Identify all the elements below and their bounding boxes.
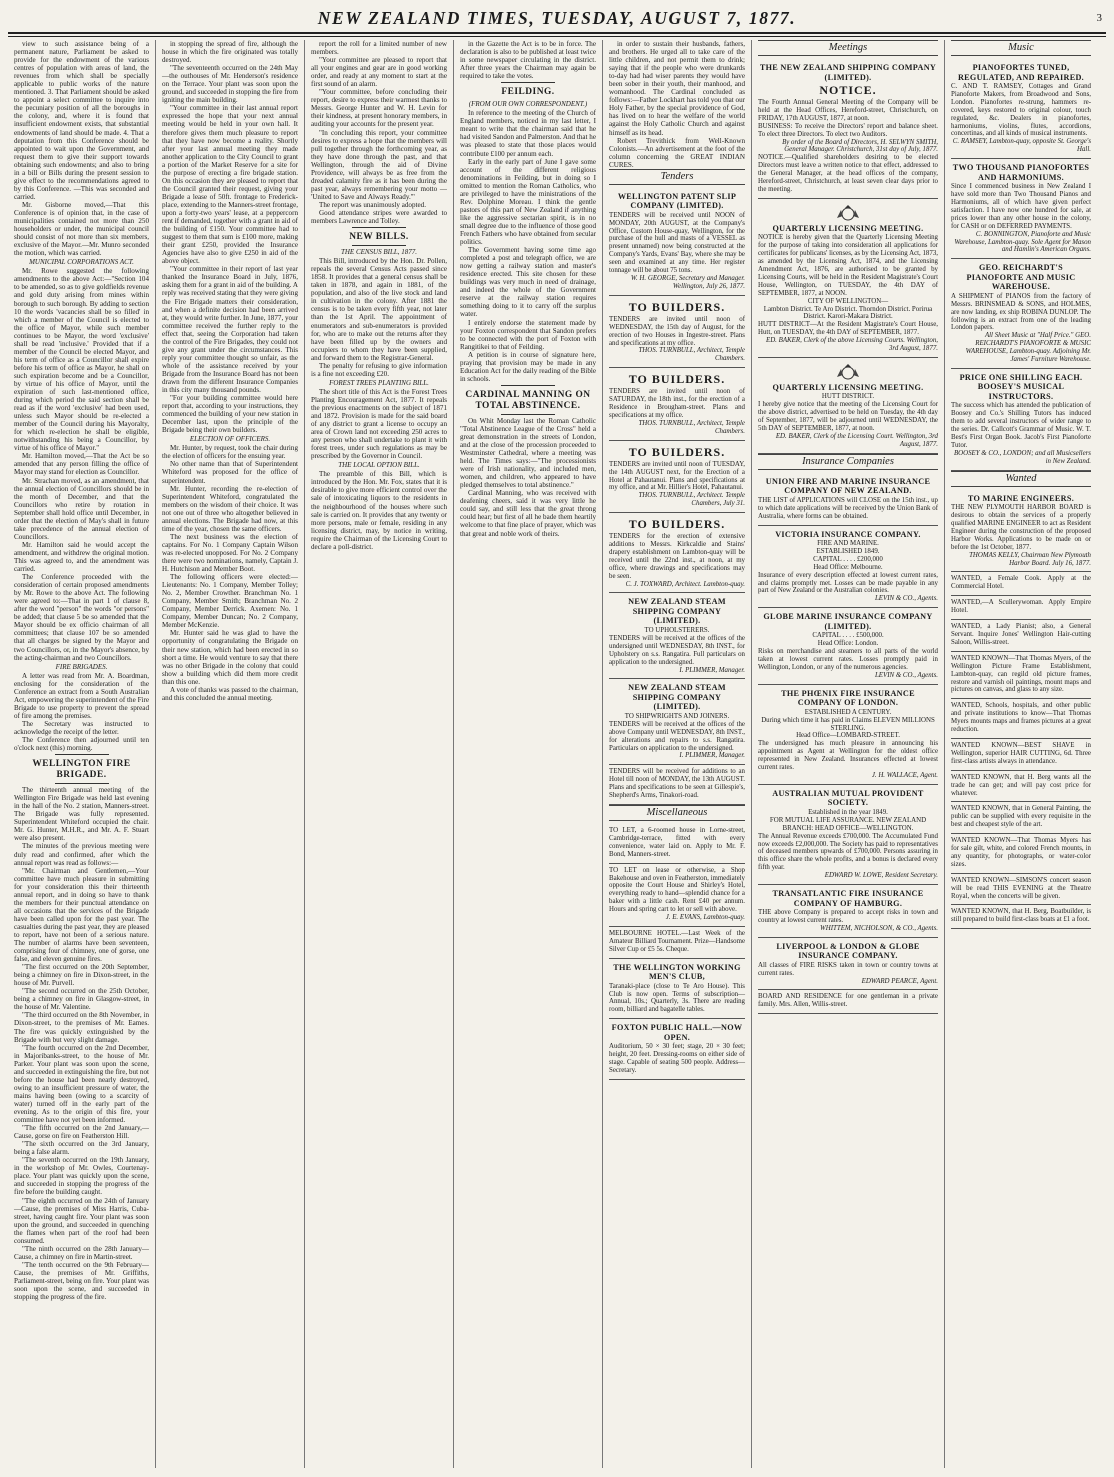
section-heading-tenders: Tenders xyxy=(609,169,745,185)
ad-body: The success which has attended the publication of Boosey and Co.'s Shilling Tutors has induced them to add several instructors of wider range to the series. Dr. Callcott's Grammar of Music. W. T. Best's First Organ Book. Jacob's First Pianoforte Tutor. xyxy=(951,402,1091,449)
ad-body: All classes of FIRE RISKS taken in town or country towns at current rates. xyxy=(758,961,938,977)
ad-body: TENDERS will be received until NOON of MONDAY, 20th AUGUST, at the Company's Office, Custom House-quay, Wellington, for the purchase of the hull and masts of a VESSEL as present unnamed) now being constructed at the Company's Yards, Evans' Bay, where she may be seen and examined at any time. Her register tonnage will be about 75 tons. xyxy=(609,211,745,275)
section-heading-music: Music xyxy=(951,40,1091,56)
advertisement xyxy=(758,199,938,358)
ad-signature: All Sheet Music at "Half Price." GEO. REICHARDT'S PIANOFORTE & MUSIC WAREHOUSE, Lambton-quay. Adjoining Mr. James' Furniture Warehouse. xyxy=(965,332,1091,364)
advertisement xyxy=(951,59,1091,159)
article-paragraph: The Secretary was instructed to acknowledge the receipt of the letter. xyxy=(14,719,149,736)
royal-crest-icon xyxy=(835,363,861,381)
ad-title: UNION FIRE AND MARINE INSURANCE COMPANY OF NEW ZEALAND. xyxy=(765,476,931,496)
ad-signature: EDWARD PEARCE, Agent. xyxy=(861,977,938,985)
article-paragraph: The penalty for refusing to give information is a fine not exceeding £20. xyxy=(311,361,447,378)
ad-signature: LEVIN & CO., Agents. xyxy=(874,671,938,679)
advertisement xyxy=(609,513,745,593)
article-paragraph: "The seventeenth occurred on the 24th May—the outhouses of Mr. Henderson's residence on the Terrace. Your plant was soon upon the ground, and succeeded in stopping the fire from igniting the main building. xyxy=(162,64,298,105)
royal-crest-icon xyxy=(835,204,861,222)
masthead-title: NEW ZEALAND TIMES, TUESDAY, AUGUST 7, 1877. xyxy=(317,8,797,28)
ad-signature: LEVIN & CO., Agents. xyxy=(874,595,938,603)
capital-value: £200,000 xyxy=(856,555,883,563)
article-paragraph: Good attendance stripes were awarded to members Lawrence and Tolley. xyxy=(311,208,447,226)
article-paragraph: "Your committee, before concluding their report, desire to express their warmest thanks to Messrs. George Hunter and W. H. Levin for their kindness, at present honorary members, in auditing your accounts for the present year. xyxy=(311,88,447,129)
advertisement xyxy=(609,959,745,1020)
article-paragraph: "Your committee in their last annual report expressed the hope that your next annual meeting would be held in your own hall. It therefore gives them much pleasure to report that they have now become a reality. Shortly after your last annual meeting they made another application to the City Council to grant a portion of the Market Reserve for a site for the purpose of erecting a fire brigade station. On this occasion they are pleased to report that the Council granted their request, giving your Brigade a lease of 50ft. frontage to Frederick-place, extending to the Manners-street frontage, upon a forty-two years' lease, at a peppercorn rent if demanded, together with a grant in aid of the building of £150. Your committee had to suggest to them that sum is £100 more, making their grant £250, provided the Insurance Agencies have also to give £250 in aid of the above object. xyxy=(162,104,298,266)
article-paragraph: view to such assistance being of a permanent nature, Parliament be asked to provide for the endowment of the various centres of population with areas of land, the revenues from which shall be specially applicable to public works of the nature mentioned. 3. That Parliament should be asked to appoint a select committee to inquire into the pecuniary position of all the boroughs in the colony, and, where it is found that insufficient endowment exists, that substantial endowments of land should be made. 4. That a deputation from this Conference should be appointed to wait upon the Government, and request them to give their support towards obtaining such endowments; and also to bring in a bill or Bills during the present session to give effect to the recommendations agreed to by this Conference. —This was seconded and carried. xyxy=(14,40,149,201)
ad-established: ESTABLISHED 1849. xyxy=(816,547,880,555)
ad-title: TRANSATLANTIC FIRE INSURANCE COMPANY OF HAMBURG. xyxy=(772,889,924,908)
ad-signature: THOS. TURNBULL, Architect, Temple Chambers. xyxy=(638,347,745,363)
advertisement xyxy=(951,739,1091,771)
article-paragraph: "The second occurred on the 25th October, being a chimney on fire in Glasgow-street, in the house of Mr. Valentine. xyxy=(14,987,149,1012)
ad-signature: THOS. TURNBULL, Architect. Temple Chambers, July 31. xyxy=(638,492,745,508)
ad-body: The undersigned has much pleasure in announcing his appointment as Agent at Wellington for the oldest office represented in New Zealand. Insurances effected at lowest current rates. xyxy=(758,740,938,772)
article-headline: FEILDING. xyxy=(501,87,555,98)
ad-title: TO MARINE ENGINEERS. xyxy=(967,493,1075,503)
ad-body: TENDERS for the erection of extensive additions to Messrs. Kirkcaldie and Stains' drapery establishment on Lambton-quay will be received until the 22nd inst., at noon, at my office, where drawings and specifications may be seen. xyxy=(609,533,745,580)
advertisement xyxy=(951,802,1091,834)
ad-claims: During which time it has paid in Claims ELEVEN MILLIONS STERLING. xyxy=(761,716,935,732)
advertisement xyxy=(758,608,938,684)
ad-title: TO BUILDERS. xyxy=(628,299,726,314)
advertisement xyxy=(951,834,1091,874)
ad-body: NOTICE is hereby given that the Quarterly Licensing Meeting for the purpose of taking into consideration all applications for certificates for publicans' licenses, as by the Licensing Act, 1873, as amended by the Licensing Act, 1874, and the Licensing Amendment Act, 1876, are authorised to be granted by Licensing Courts, will be held in the Resident Magistrate's Court House, Wellington, on TUESDAY, the 4th DAY of SEPTEMBER, 1877, at NOON. xyxy=(758,234,938,297)
article-paragraph: "The first occurred on the 20th September, being a chimney on fire in Dixon-street, in the house of Mr. Purvell. xyxy=(14,963,149,988)
capital-value: £500,000. xyxy=(856,632,884,640)
ad-body: Risks on merchandise and steamers to all parts of the world taken at lowest current rates. Losses promptly paid in Wellington, London, or any of the numerous agencies. xyxy=(758,648,938,671)
ad-body: A SHIPMENT of PIANOS from the factory of Messrs. BRINSMEAD & SONS, and HOLMES, are now landing, ex ship ROBINA DUNLOP. The following is an extract from one of the leading London papers. xyxy=(951,292,1091,332)
ad-subtitle: ESTABLISHED A CENTURY. xyxy=(804,708,892,716)
ad-body: TENDERS will be received for additions to an Hotel till noon of MONDAY, the 13th AUGUST. Plans and specifications to be seen at Gillespie's, Shepherd's Arms, Tinakori-road. xyxy=(609,768,745,800)
article-paragraph: in the Gazette the Act is to be in force. The declaration is also to be published at least twice in some newspaper circulating in the district. After three years the Chairman may again be required to take the votes. xyxy=(460,40,596,81)
article-paragraph: Mr. Hunter, recording the re-election of Superintendent Whiteford, congratulated the members on the wisdom of their choice. It was not one out of three who altogether believed in annual elections. The Brigade had now, at this time of the year, chosen the same officers. xyxy=(162,484,298,533)
article-paragraph: "Mr. Chairman and Gentlemen,—Your committee have much pleasure in submitting for your consideration this their thirteenth annual report, and in doing so have to thank the members for their punctual attendance on all occasions that the services of the Brigade have been called upon for the past year. The casualties during the past year, they are pleased to report, have not been of a serious nature. The number of alarms have been seventeen, comprising four of chimney, one of gorse, one false, and eleven genuine fires. xyxy=(14,866,149,964)
ad-title: TWO THOUSAND PIANOFORTES AND HARMONIUMS. xyxy=(952,163,1090,182)
advertisement xyxy=(609,824,745,864)
ad-signature: ED. BAKER, Clerk of the Licensing Court. Wellington, 3rd August, 1877. xyxy=(775,433,938,448)
ad-body: WANTED,—A Scullerywoman. Apply Empire Hotel. xyxy=(951,599,1091,615)
article-paragraph: The Conference proceeded with the consideration of certain proposed amendments by Mr. Rowe to the above Act. The following were agreed to:—That in part 1 of clause 8, after the word "person" the words "or persons" be added; that clause 5 be so amended that the Mayor should be ex officio chairman of all committees; that clause 107 be so amended that all charges be signed by the Mayor and two Councillors, or, in the Mayor's absence, by the acting-chairman and two Councillors. xyxy=(14,573,149,662)
ad-body: TENDERS are invited until noon of TUESDAY, the 14th AUGUST next, for the Erection of a Hotel at Pahautanui. Plans and specifications at my office, and at Mr. Hillier's Hotel, Pahautanui. xyxy=(609,460,745,492)
advertisement xyxy=(609,1019,745,1080)
ad-subtitle: FIRE AND MARINE. xyxy=(817,540,879,548)
advertisement xyxy=(951,652,1091,700)
section-heading-insurance: Insurance Companies xyxy=(758,454,938,470)
ad-title: QUARTERLY LICENSING MEETING. xyxy=(772,382,924,392)
advertisement xyxy=(951,771,1091,803)
article-paragraph: The report was unanimously adopted. xyxy=(319,200,426,209)
article-paragraph: No other name than that of Superintendent Whiteford was proposed for the office of superintendent. xyxy=(162,460,298,485)
ad-body: TENDERS are invited until noon of SATURDAY, the 18th inst., for the erection of a Residence in Brougham-street. Plans and specifications at my office. xyxy=(609,388,745,419)
column-3 xyxy=(305,40,454,1468)
article-headline: NEW BILLS. xyxy=(349,232,409,243)
ad-title: PRICE ONE SHILLING EACH. BOOSEY'S MUSICAL INSTRUCTORS. xyxy=(959,372,1083,401)
article-paragraph: "Your committee in their report of last year thanked the Insurance Board in July, 1876, asking them for a grant in aid of the building. A reply was received stating that they were giving the Fire Brigade matters their consideration, and when a definite decision had been arrived at, they would write further. In June, 1877, your committee received the further reply to the effect that, seeing the Corporation had taken the control of the Fire Brigades, they could not give any grant under the circumstances. This reply your committee thought so unfair, as the whole of the assistance received by your Brigade from the Insurance Board has not been drawn from the different Insurance Companies in this city many thousand pounds. xyxy=(162,265,298,395)
ad-title: NEW ZEALAND STEAM SHIPPING COMPANY (LIMITED). xyxy=(628,683,726,712)
ad-body: The Fourth Annual General Meeting of the Company will be held at the Head Offices, Hereford-street, Christchurch, on FRIDAY, 17th AUGUST, 1877, at noon. xyxy=(758,99,938,122)
ad-body: WANTED KNOWN—SIMSON'S concert season will be read THIS EVENING at the Theatre Royal, when the concerts will be given. xyxy=(951,876,1091,900)
article-paragraph: The following officers were elected:—Lieutenants: No. 1 Company, Member Tolley; No. 2, Member Crowther. Branchman No. 1 Company, Member Smith; Branchman No. 2 Company, Member Derrick. Axemen: No. 1 Company, Member Duncan; No. 2 Company, Member McKenzie. xyxy=(162,573,298,630)
advertisement xyxy=(951,159,1091,259)
ad-body: Lambton District. Te Aro District. Thorndon District. Porirua District. Karori-Makara District. xyxy=(763,305,933,321)
ad-office: Head Office—LOMBARD-STREET. xyxy=(796,732,900,740)
divider xyxy=(55,754,109,755)
masthead-rule xyxy=(8,32,1106,37)
ad-body: TENDERS will be received at the offices of the undersigned until WEDNESDAY, 8th INST., for Upholstery on s.s. Rangatira. Full particulars on application to the undersigned. xyxy=(609,634,745,666)
ad-title: AUSTRALIAN MUTUAL PROVIDENT SOCIETY. xyxy=(772,788,924,808)
article-paragraph: Mr. Hunter, by request, took the chair during the election of officers for the ensuing year. xyxy=(162,444,298,461)
divider xyxy=(501,82,555,83)
advertisement xyxy=(951,620,1091,652)
ad-body: BUSINESS: To receive the Directors' report and balance sheet. To elect three Directors. To elect two Auditors. xyxy=(758,122,938,138)
article-paragraph: The next business was the election of captains. For No. 1 Company Captain Wilson was re-elected unopposed. For No. 2 Company there were two nominations, namely, Captain J. H. Hutchison and Member Boot. xyxy=(162,532,298,574)
subheading: FOREST TREES PLANTING BILL. xyxy=(329,378,429,387)
subheading: (FROM OUR OWN CORRESPONDENT.) xyxy=(468,100,588,109)
ad-signature: THOS. TURNBULL, Architect, Temple Chambers. xyxy=(638,419,745,435)
ad-title: GLOBE MARINE INSURANCE COMPANY (LIMITED). xyxy=(763,612,933,631)
subheading: THE LOCAL OPTION BILL. xyxy=(338,461,420,470)
ad-title: THE PHŒNIX FIRE INSURANCE COMPANY OF LONDON. xyxy=(781,688,915,708)
article-paragraph: Cardinal Manning, who was received with deafening cheers, said it was very little he could say, and still less that the great throng could hear; but first of all he bade them heartily welcome to that fine place of prayer, which was that great and noble work of theirs. xyxy=(460,489,596,538)
ad-subtitle: NOTICE. xyxy=(819,83,877,97)
ad-body: BOARD AND RESIDENCE for one gentleman in a private family. Mrs. Allen, Willis-street. xyxy=(758,993,938,1009)
advertisement xyxy=(951,699,1091,739)
advertisement xyxy=(951,905,1091,929)
section-heading-wanted: Wanted xyxy=(951,471,1091,487)
ad-body: TO LET, a 6-roomed house in Lorne-street, Cambridge-terrace, fitted with every convenience, water laid on. Apply to Mr. F. Bond, Manners-street. xyxy=(609,826,745,858)
article-paragraph: "The tenth occurred on the 9th February—Cause, the premises of Mr. Griffiths, Parliament-street, being on fire. Your plant was soon upon the scene, and succeeded in stopping the progress of the fire. xyxy=(14,1260,149,1302)
article-headline: WELLINGTON FIRE BRIGADE. xyxy=(32,759,131,781)
article-paragraph: The Government having some time ago completed a post and telegraph office, we are now getting a railway station and master's residence erected. This site chosen for these buildings was very much in need of drainage, and indeed the whole of the Government reserve at the railway station requires something doing to it to carry off the surplus water. xyxy=(460,246,596,319)
ad-signature: J. H. WALLACE, Agent. xyxy=(871,771,938,779)
ad-body: THE LIST of APPLICATIONS will CLOSE on the 15th inst., up to which date applications will be received by the Union Bank of Australia, where forms can be obtained. xyxy=(758,496,938,520)
ad-body: WANTED KNOWN, that H. Berg wants all the trade he can get; and will pay cost price for whatever. xyxy=(951,773,1091,797)
column-5 xyxy=(603,40,752,1468)
ad-body: WANTED, a Lady Pianist; also, a General Servant. Inquire Jones' Wellington Hair-cutting Saloon, Willis-street. xyxy=(951,623,1091,646)
ad-title: WELLINGTON PATENT SLIP COMPANY (LIMITED). xyxy=(617,191,737,211)
ad-title: LIVERPOOL & LONDON & GLOBE INSURANCE COMPANY. xyxy=(776,941,920,961)
ad-body: Insurance of every description effected at lowest current rates, and claims promptly met. Losses can be made payable in any part of New Zealand or the Australian colonies. xyxy=(758,571,938,595)
ad-signature: C. RAMSEY, Lambton-quay, opposite St. George's Hall. xyxy=(952,138,1091,154)
article-paragraph: "Your committee are pleased to report that all your engines and gear are in good working order, and ready at any moment to start at the first sound of an alarm. xyxy=(311,56,447,89)
ad-body: The Annual Revenue exceeds £700,000. The Accumulated Fund now exceeds £2,000,000. The Society has paid to representatives of deceased members upwards of £700,000. Persons assuring in this office share the whole profits, and a bonus is declared every fifth year. xyxy=(758,832,938,872)
advertisement xyxy=(609,679,745,765)
advertisement xyxy=(609,441,745,513)
article-paragraph: in order to sustain their husbands, fathers, and brothers. He urged all to take care of the little children, and not permit them to drink; saying that if the people who were drunkards to-day had had wiser parents they would have been sober in their youth, their manhood, and womanhood. The Cardinal concluded as follows:—Father Lockhart has told you that our Holy Father, by the special providence of God, has lived on to hear the welfare of the world against the Holy Catholic Church and against himself as its head. xyxy=(609,40,745,137)
section-heading-miscellaneous: Miscellaneous xyxy=(609,805,745,821)
ad-title: FOXTON PUBLIC HALL.—NOW OPEN. xyxy=(611,1023,743,1042)
advertisement xyxy=(758,990,938,1014)
ad-body: Taranaki-place (close to Te Aro House). This Club is now open. Terms of subscription—Annual, 10s.; Quarterly, 3s. There are reading room, billiard and bagatelle tables. xyxy=(609,982,745,1014)
advertisement xyxy=(951,369,1091,471)
ad-body: I hereby give notice that the meeting of the Licensing Court for the above district, advertised to be held on Tuesday, the 4th day of September, 1877, will be adjourned until WEDNESDAY, the 5th DAY of SEPTEMBER, 1877, at noon. xyxy=(758,401,938,433)
ad-title: GEO. REICHARDT'S PIANOFORTE AND MUSIC WAREHOUSE. xyxy=(966,263,1076,292)
ad-office: Head Office: Melbourne. xyxy=(813,563,883,571)
ad-body: MELBOURNE HOTEL.—Last Week of the Amateur Billiard Tournament. Prize—Handsome Silver Cup or £5 5s. Cheque. xyxy=(609,929,745,953)
article-paragraph: Mr. Hamilton moved,—That the Act be so amended that any person filling the office of Mayor may stand for election as Councillor. xyxy=(14,452,149,477)
ad-body: WANTED, Schools, hospitals, and other public and private institutions to know—That Thomas Myers mounts maps and frames pictures at a great reduction. xyxy=(951,702,1091,734)
ad-signature: ED. BAKER, Clerk of the above Licensing Courts. Wellington, 3rd August, 1877. xyxy=(766,337,938,353)
ad-signature: I. PLIMMER, Manager. xyxy=(679,666,745,674)
column-1 xyxy=(8,40,156,1468)
divider xyxy=(55,783,109,784)
ad-body: WANTED KNOWN, that in General Painting, the public can be supplied with every requisite in the best and cheapest style of the art. xyxy=(951,805,1091,829)
article-paragraph: in stopping the spread of fire, although the house in which the fire originated was totally destroyed. xyxy=(162,40,298,65)
ad-subtitle: HUTT DISTRICT. xyxy=(821,393,875,401)
advertisement xyxy=(758,938,938,991)
article-paragraph: "The ninth occurred on the 28th January—Cause, a chimney on fire in Martin-street. xyxy=(14,1244,149,1261)
ad-signature: EDWARD W. LOWE, Resident Secretary. xyxy=(824,872,938,880)
article-paragraph: The short title of this Act is the Forest Trees Planting Encouragement Act, 1877. It repeals the previous enactments on the subject of 1871 and 1872. Provision is made for the said board of any district to grant a license to occupy an area of Crown land not exceeding 250 acres to any person who shall undertake to plant it with forest trees, under such regulations as may be prescribed by the Governor in Council. xyxy=(311,387,447,461)
article-paragraph: "The seventh occurred on the 19th January, in the workshop of Mr. Owles, Courtenay-place. Your plant was quickly upon the scene, and succeeded in stopping the progress of the fire before the building caught. xyxy=(14,1156,149,1197)
article-paragraph: On Whit Monday last the Roman Catholic "Total Abstinence League of the Cross" held a great demonstration in the streets of London, and at the close of the procession proceeded to Westminster Cathedral, where a meeting was held. The Times says:—"The processionists were of Irish nationality, and included men, women, and children, who appeared to have pledged themselves to total abstinence." xyxy=(460,416,596,490)
advertisement xyxy=(951,259,1091,369)
advertisement xyxy=(758,358,938,454)
subheading: ELECTION OF OFFICERS. xyxy=(189,435,271,444)
ad-office: Head Office: London. xyxy=(817,640,879,648)
article-paragraph: The Conference then adjourned until ten o'clock next (this) morning. xyxy=(14,736,149,753)
advertisement xyxy=(951,596,1091,620)
ad-title: TO BUILDERS. xyxy=(628,372,726,387)
ad-signature: By order of the Board of Directors, H. SELWYN SMITH, General Manager. Christchurch, 31st day of July, 1877. xyxy=(782,138,938,154)
article-paragraph: Mr. Hamilton said he would accept the amendment, and withdrew the original motion. This was agreed to, and the amendment was carried. xyxy=(14,540,149,574)
ad-title: TO BUILDERS. xyxy=(628,444,726,459)
article-paragraph: I entirely endorse the statement made by your Foxton correspondent that Sandon prefers to be connected with the port of Foxton with Rangitikei to that of Feilding. xyxy=(460,318,596,351)
advertisement xyxy=(951,874,1091,906)
article-paragraph: "For your building committee would here report that, according to your instructions, they commenced the building of your new station in December last, upon the principle of the Brigade being their own builders. xyxy=(162,394,298,435)
ad-capital: CAPITAL . . . . £500,000. xyxy=(812,632,884,640)
subheading: MUNICIPAL CORPORATIONS ACT. xyxy=(29,258,134,267)
article-paragraph: Mr. Rowe suggested the following amendments to the above Act:—"Section 104 to be amended, so as to give goldfields revenue and gold duty arising from mines within borough to such borough. By adding to section 10 the words 'vacancies shall be so filled' in which a member of the Council is elected to the office of Mayor, while such member continues to be Mayor, the word 'exclusive' shall be read 'inclusive.' Provided that if a member of the Council be elected Mayor, and his term of office as a Councillor shall expire before his term of office as Mayor, he shall on such expiration become and be a Councillor, by virtue of his office of Mayor, until the expiration of such last-mentioned office, during which period the said section shall be read as if the word 'exclusive' had been used, unless such Mayor should be re-elected a member of the Council during his Mayoralty, for which re-election he shall be eligible, notwithstanding his being a Councillor, by virtue of his office of Mayor." xyxy=(14,267,149,453)
ad-body: NOTICE.—Qualified shareholders desiring to be elected Directors must leave a written notice to that effect, addressed to the General Manager, at the head offices of the company, Hereford-street, Christchurch, at least seven clear days prior to the meeting. xyxy=(758,154,938,193)
article-paragraph: "The eighth occurred on the 24th of January—Cause, the premises of Miss Harris, Cuba-street, having caught fire. Your plant was soon upon the ground, and succeeded in quenching the flames when part of the roof had been consumed. xyxy=(14,1196,149,1245)
divider xyxy=(501,385,555,386)
subheading: THE CENSUS BILL, 1877. xyxy=(340,248,418,257)
article-paragraph: Robert Trevithick from Well-Known Colonists.—An advertisement at the foot of the column concerning the GREAT INDIAN CURES. xyxy=(609,136,745,169)
ad-body: Since I commenced business in New Zealand I have sold more than Two Thousand Pianos and Harmoniums, all of which have given perfect satisfaction. I have now one hundred for sale, at prices lower than any other house in the colony, for CASH or on DEFERRED PAYMENTS. xyxy=(951,183,1091,230)
ad-title: QUARTERLY LICENSING MEETING. xyxy=(772,223,924,233)
advertisement xyxy=(609,765,745,805)
advertisement xyxy=(758,59,938,199)
ad-body: C. AND T. RAMSEY, Cottages and Grand Pianoforte Makers, from Broadwood and Sons, London. Pianofortes re-strung, hammers re-covered, keys restored to original colour, touch regulated, &c. Dealers in pianofortes, harmoniums, violins, flutes, accordions, concertinas, and all kinds of musical instruments. xyxy=(951,83,1091,138)
article-paragraph: "In concluding this report, your committee desires to express a hope that the members will pull together through the forthcoming year, as they have done through the past, and that Wellington, through the aid of Divine Providence, will always be as free from the dreaded calamity fire as it has been during the past year, always remembering your motto — 'United to Save and Always Ready.'" xyxy=(311,128,447,201)
column-4 xyxy=(454,40,603,1468)
ad-title: VICTORIA INSURANCE COMPANY. xyxy=(775,529,921,539)
ad-subtitle: FOR MUTUAL LIFE ASSURANCE. NEW ZEALAND BRANCH: HEAD OFFICE—WELLINGTON. xyxy=(769,816,927,832)
ad-body: WANTED KNOWN—That Thomas Myers, of the Wellington Picture Frame Establishment, Lambton-quay, can regild old picture frames, restore and varnish oil paintings, mount maps and pictures on canvas, and glass to any size. xyxy=(951,654,1091,694)
article-paragraph: report the roll for a limited number of new members. xyxy=(311,40,447,57)
article-paragraph: In reference to the meeting of the Church of England members, noticed in my last letter, I meant to write that the chairman said that he had visited Sandon and Palmerston. And that he was pleased to state that those places would contribute £100 per annum each. xyxy=(460,109,596,158)
capital-label: CAPITAL xyxy=(812,632,841,640)
ad-signature: WHITTEM, NICHOLSON, & CO., Agents. xyxy=(820,924,938,932)
ad-title: NEW ZEALAND STEAM SHIPPING COMPANY (LIMITED). xyxy=(628,597,726,626)
capital-label: CAPITAL xyxy=(813,555,842,563)
article-paragraph: Mr. Hunter said he was glad to have the opportunity of congratulating the Brigade on their new station, which had been erected in so short a time. He would venture to say that there was no other Brigade in the colony that could show a building which did them more credit than this one. xyxy=(162,629,298,686)
divider xyxy=(352,245,406,246)
article-paragraph: Mr. Strachan moved, as an amendment, that the annual election of Councillors should be in the month of December, and that the Councillors who retire by rotation in September shall hold office until December, in order that the election of May's shall in future take precedence of the annual election of Councillors. xyxy=(14,476,149,541)
advertisement xyxy=(609,593,745,679)
ad-body: THE NEW PLYMOUTH HARBOR BOARD is desirous to obtain the services of a properly qualified MARINE ENGINEER to act as Resident Engineer during the construction of the proposed Harbor Works. Applications to be made on or before the 1st October, 1877. xyxy=(951,504,1091,551)
page-number: 3 xyxy=(1096,12,1102,24)
ad-body: WANTED KNOWN—That Thomas Myers has for sale gilt, white, and colored French mounts, in any quantity, for photographs, or water-color sizes. xyxy=(951,837,1091,868)
article-paragraph: The thirteenth annual meeting of the Wellington Fire Brigade was held last evening in the hall of the No. 2 station, Manners-street. The Brigade was fully represented. Superintendent Whiteford occupied the chair. Mr. G. Hunter, M.H.R., and Mr. A. F. Stuart were also present. xyxy=(14,786,149,843)
subheading: FIRE BRIGADES. xyxy=(55,662,108,671)
ad-signature: J. E. EVANS, Lambton-quay. xyxy=(665,914,745,922)
advertisement xyxy=(758,785,938,885)
ad-signature: THOMAS KELLY, Chairman New Plymouth Harbor Board. July 16, 1877. xyxy=(969,551,1091,567)
advertisement xyxy=(609,368,745,440)
advertisement xyxy=(758,885,938,938)
ad-body: WANTED, a Female Cook. Apply at the Commercial Hotel. xyxy=(951,575,1091,591)
ad-capital: CAPITAL . . . . £200,000 xyxy=(813,555,883,563)
ad-signature: I. PLIMMER, Manager. xyxy=(679,752,745,760)
ad-signature: C. J. TOXWARD, Architect. Lambton-quay. xyxy=(625,580,745,588)
advertisement xyxy=(609,927,745,959)
ad-title: TO BUILDERS. xyxy=(628,517,726,532)
advertisement xyxy=(758,473,938,526)
article-paragraph: Mr. Gisborne moved,—That this Conference is of opinion that, in the case of municipalities contained not more than 250 householders or under, the municipal council should consist of not more than six members, exclusive of the Mayor.—Mr. Munro seconded the motion, which was carried. xyxy=(14,200,149,258)
article-paragraph: "The fifth occurred on the 2nd January,—Cause, gorse on fire on Featherston Hill. xyxy=(14,1124,149,1141)
article-paragraph: Early in the early part of June I gave some account of the different religious denominations in Feilding, but in doing so I omitted to mention the Roman Catholics, who are privileged to have the ministrations of the Rev. Dolphine Moreau. I think the gentle pastors of this part of New Zealand if anything like the aggressive sectarian spirit, is in no small degree due to the influence of those good French Fathers who have obtained from secular politics. xyxy=(460,157,596,247)
ad-body: THE above Company is prepared to accept risks in town and country at lowest current rates. xyxy=(758,909,938,924)
column-7 xyxy=(945,40,1097,1468)
article-paragraph: The preamble of this Bill, which is introduced by the Hon. Mr. Fox, states that it is desirable to give more efficient control over the sale of intoxicating liquors to the residents in the neighbourhood of the houses where such sale is carried on. It provides that any twenty or more persons, male or female, residing in any licensing district, may, by notice in writing, require the Chairman of the Licensing Court to declare a poll-district. xyxy=(311,470,447,551)
ad-body: TENDERS are invited until noon of WEDNESDAY, the 15th day of August, for the erection of two Houses in Ingestre-street. Plans and specifications at my office. xyxy=(609,315,745,347)
article-paragraph: "The sixth occurred on the 3rd January, being a false alarm. xyxy=(14,1140,149,1157)
ad-title: THE WELLINGTON WORKING MEN'S CLUB, xyxy=(613,962,741,982)
advertisement xyxy=(758,685,938,785)
column-2 xyxy=(156,40,305,1468)
masthead xyxy=(8,4,1106,30)
ad-body: WANTED KNOWN, that H. Berg, Boatbuilder, is still prepared to build first-class boats at £1 a foot. xyxy=(951,908,1091,924)
article-headline: CARDINAL MANNING ON TOTAL ABSTINENCE. xyxy=(465,389,591,411)
ad-title: PIANOFORTES TUNED, REGULATED, AND REPAIRED. xyxy=(957,63,1085,82)
ad-title: THE NEW ZEALAND SHIPPING COMPANY (LIMITED). xyxy=(759,63,937,82)
ad-subtitle: CITY OF WELLINGTON— xyxy=(807,297,889,305)
ad-body: TO LET on lease or otherwise, a Shop Bakehouse and oven in Featherston, immediately opposite the Court House and Shirley's Hotel, everything ready to hand—splendid chance for a baker with a little cash. Rent £40 per annum. Hours and spring cart to let or sell with above. xyxy=(609,866,745,914)
ad-established: Established in the year 1849. xyxy=(808,808,888,816)
article-paragraph: The minutes of the previous meeting were duly read and confirmed, after which the annual report was read as follows:— xyxy=(14,842,149,867)
divider xyxy=(352,227,406,228)
article-paragraph: A vote of thanks was passed to the chairman, and this concluded the annual meeting. xyxy=(162,685,298,702)
advertisement xyxy=(758,526,938,609)
advertisement xyxy=(951,490,1091,573)
ad-signature: BOOSEY & CO., LONDON; and all Musicsellers in New Zealand. xyxy=(953,449,1091,465)
article-paragraph: This Bill, introduced by the Hon. Dr. Pollen, repeals the several Census Acts passed since 1858. It provides that a general census shall be taken in 1878, and again in 1881, of the population, and also of the live stock and land in cultivation in the colony. After 1881 the census is to be taken every fifth year, not later than the 1st April. The appointment of enumerators and sub-enumerators is provided for, who are to make out the returns after they have been filled up by the owners and occupiers to whom they have been supplied, and forward them to the Registrar-General. xyxy=(311,257,447,362)
article-paragraph: A petition is in course of signature here, praying that provision may be made in any Education Act for the daily reading of the Bible in schools. xyxy=(460,350,596,383)
ad-subtitle: TO SHIPWRIGHTS AND JOINERS. xyxy=(624,712,730,720)
ad-signature: W. H. GEORGE, Secretary and Manager. Wellington, July 26, 1877. xyxy=(630,275,745,290)
ad-body: HUTT DISTRICT—At the Resident Magistrate's Court House, Hutt, on TUESDAY, the 4th DAY of SEPTEMBER, 1877. xyxy=(758,321,938,337)
ad-subtitle: TO UPHOLSTERERS. xyxy=(644,626,710,634)
article-paragraph: "The fourth occurred on the 2nd December, in Majoribanks-street, to the house of Mr. Parker. Your plant was soon upon the scene, and succeeded in extinguishing the fire, but not before the house had been nearly destroyed, owing to an insufficient pressure of water, the mains having been (owing to a scarcity of water) turned off in the early part of the evening. As to the origin of this fire, your committee have not yet been informed. xyxy=(14,1043,149,1125)
advertisement xyxy=(609,864,745,927)
ad-body: TENDERS will be received at the offices of the above Company until WEDNESDAY, 8th INST., for alterations and repairs to s.s. Rangatira. Particulars on application to the undersigned. xyxy=(609,720,745,752)
ad-body: Auditorium, 50 × 30 feet; stage, 20 × 30 feet; height, 20 feet. Dressing-rooms on either side of stage. Capable of seating 500 people. Address—Secretary. xyxy=(609,1043,745,1074)
advertisement xyxy=(951,572,1091,596)
divider xyxy=(501,414,555,415)
ad-signature: C. BONNINGTON, Pianoforte and Music Warehouse, Lambton-quay. Sole Agent for Mason and Hamlin's American Organs. xyxy=(954,230,1091,254)
article-paragraph: "The third occurred on the 8th November, in Dixon-street, to the premises of Mr. Eames. The fire was quickly extinguished by the Brigade with but very slight damage. xyxy=(14,1011,149,1044)
article-paragraph: A letter was read from Mr. A. Boardman, enclosing for the consideration of the Conference an extract from a South Australian Act, empowering the superintendent of the Fire Brigade to use property to prevent the spread of fire among the premises. xyxy=(14,671,149,720)
section-heading-meetings: Meetings xyxy=(758,40,938,56)
ad-body: WANTED KNOWN—BEST SHAVE in Wellington, superior HAIR CUTTING, 6d. Three first-class artists always in attendance. xyxy=(951,741,1091,765)
advertisement xyxy=(609,296,745,368)
column-6 xyxy=(752,40,945,1468)
columns xyxy=(8,40,1106,1468)
advertisement xyxy=(609,188,745,296)
